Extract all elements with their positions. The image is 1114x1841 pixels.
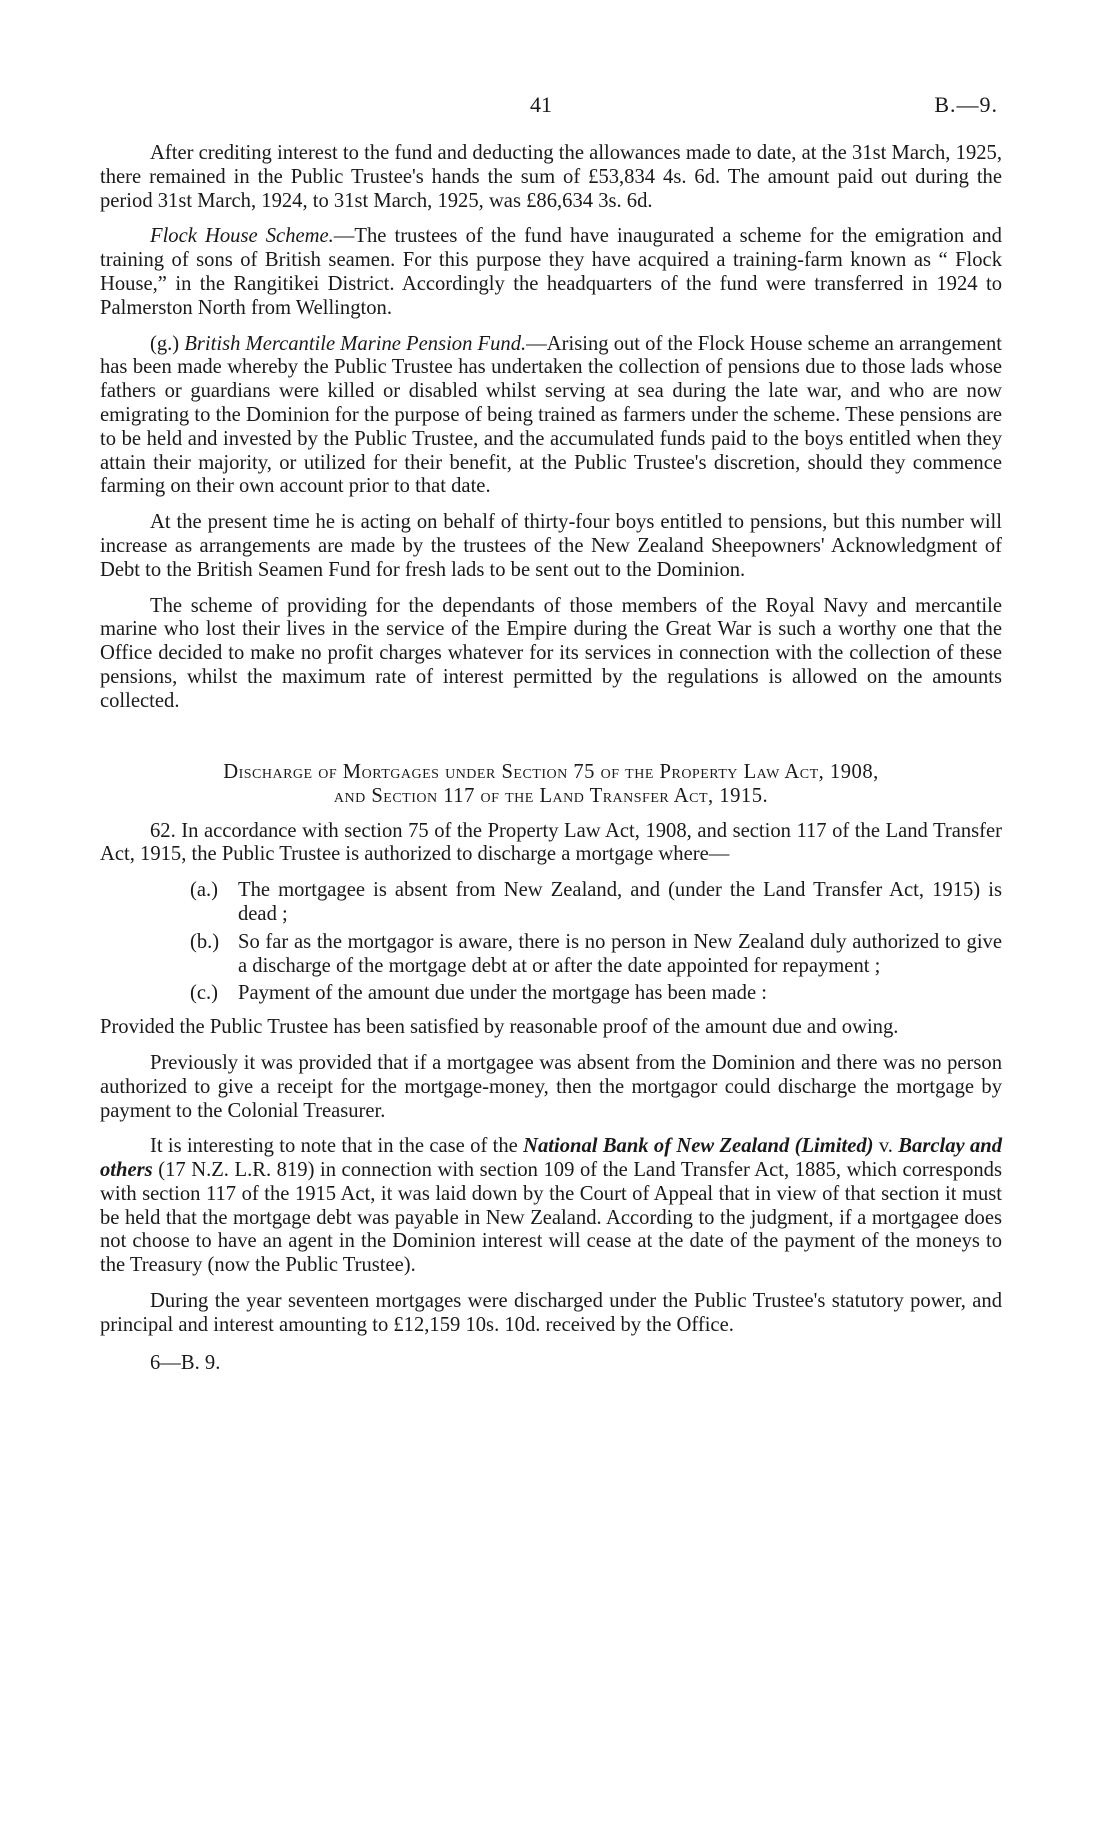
case-name-plaintiff: National Bank of New Zealand (Limited) bbox=[523, 1135, 874, 1158]
page-number: 41 bbox=[530, 92, 552, 117]
flock-house-text: —The trustees of the fund have inaugurated a scheme for the emigration and training of sons of British seamen. For this purpose they have acquired a training-farm known as “ Flock House,” in the Rangitikei District. Accordingly the headquarters of the fund were transferred in 1924 to Palmerston North from Wellington. bbox=[100, 225, 1002, 319]
pension-title: British Mercantile Marine Pension Fund. bbox=[184, 332, 527, 355]
case-pre: It is interesting to note that in the case of the bbox=[150, 1135, 524, 1158]
paragraph-provided: Provided the Public Trustee has been satisfied by reasonable proof of the amount due and owing. bbox=[100, 1016, 899, 1039]
printer-signature: 6—B. 9. bbox=[150, 1351, 221, 1374]
conditions-list bbox=[100, 879, 1002, 1006]
pension-label: (g.) bbox=[150, 332, 180, 355]
running-head bbox=[0, 92, 1114, 122]
list-marker: (c.) bbox=[190, 982, 219, 1005]
paragraph-62: 62. In accordance with section 75 of the Property Law Act, 1908, and section 117 of the Land Transfer Act, 1915, the Public Trustee is authorized to discharge a mortgage where— bbox=[100, 819, 1002, 866]
paragraph-previously: Previously it was provided that if a mortgagee was absent from the Dominion and there was no person authorized to give a receipt for the mortgage-money, then the mortgagor could discharge the mortgage by payment to the Colonial Treasurer. bbox=[100, 1051, 1002, 1122]
flock-house-title: Flock House Scheme. bbox=[150, 225, 334, 248]
paragraph-flock-house bbox=[100, 225, 1002, 320]
section-heading bbox=[100, 760, 1002, 808]
paragraph-case-law bbox=[100, 1135, 1002, 1278]
list-text: So far as the mortgagor is aware, there is no person in New Zealand duly authorized to give a discharge of the mortgage debt at or after the date appointed for repayment ; bbox=[238, 930, 1002, 977]
list-item bbox=[190, 931, 1002, 979]
section-heading-line-1: Discharge of Mortgages under Section 75 of the Property Law Act, 1908, bbox=[223, 760, 879, 783]
case-name-defendant: Barclay and others bbox=[100, 1135, 1003, 1182]
paragraph-present-time: At the present time he is acting on behalf of thirty-four boys entitled to pensions, but this number will increase as arrangements are made by the trustees of the New Zealand Sheepowners' Acknowledgment of Debt to the British Seamen Fund for fresh lads to be sent out to the Dominion. bbox=[100, 511, 1002, 581]
paragraph-during-year: During the year seventeen mortgages were discharged under the Public Trustee's statutory power, and principal and interest amounting to £12,159 10s. 10d. received by the Office. bbox=[100, 1290, 1002, 1336]
case-post: (17 N.Z. L.R. 819) in connection with section 109 of the Land Transfer Act, 1885, which corresponds with section 117 of the 1915 Act, it was laid down by the Court of Appeal that in view of that section it must be held that the mortgage debt was payable in New Zealand. According to the judgment, if a mortgagee does not choose to have an agent in the Dominion interest will cease at the date of the payment of the moneys to the Treasury (now the Public Trustee). bbox=[100, 1159, 1002, 1277]
list-text: The mortgagee is absent from New Zealand, and (under the Land Transfer Act, 1915) is dead ; bbox=[238, 879, 1002, 925]
case-versus: v. bbox=[873, 1135, 899, 1158]
paragraph-pension-fund bbox=[100, 333, 1002, 500]
pension-text: —Arising out of the Flock House scheme an arrangement has been made whereby the Public Trustee has undertaken the collection of pensions due to those lads whose fathers or guardians were killed or disabled whilst serving at sea during the late war, and who are now emigrating to the Dominion for the purpose of being trained as farmers under the scheme. These pensions are to be held and invested by the Public Trustee, and the accumulated funds paid to the boys entitled when they attain their majority, or utilized for their benefit, at the Public Trustee's discretion, should they commence farming on their own account prior to that date. bbox=[100, 332, 1002, 498]
paragraph-fund-balance: After crediting interest to the fund and deducting the allowances made to date, at the 31st March, 1925, there remained in the Public Trustee's hands the sum of £53,834 4s. 6d. The amount paid out during the period 31st March, 1924, to 31st March, 1925, was £86,634 3s. 6d. bbox=[100, 142, 1002, 212]
list-item bbox=[190, 879, 1002, 927]
list-text: Payment of the amount due under the mortgage has been made : bbox=[238, 982, 767, 1005]
section-heading-line-2: and Section 117 of the Land Transfer Act, 1915. bbox=[333, 784, 769, 807]
paragraph-scheme: The scheme of providing for the dependants of those members of the Royal Navy and mercantile marine who lost their lives in the service of the Empire during the Great War is such a worthy one that the Office decided to make no profit charges whatever for its services in connection with the collection of these pensions, whilst the maximum rate of interest permitted by the regulations is allowed on the amounts collected. bbox=[100, 594, 1002, 712]
list-marker: (a.) bbox=[190, 879, 219, 902]
list-item bbox=[190, 982, 1002, 1006]
document-code: B.—9. bbox=[934, 92, 998, 117]
document-body bbox=[100, 142, 1002, 1375]
list-marker: (b.) bbox=[190, 930, 220, 953]
